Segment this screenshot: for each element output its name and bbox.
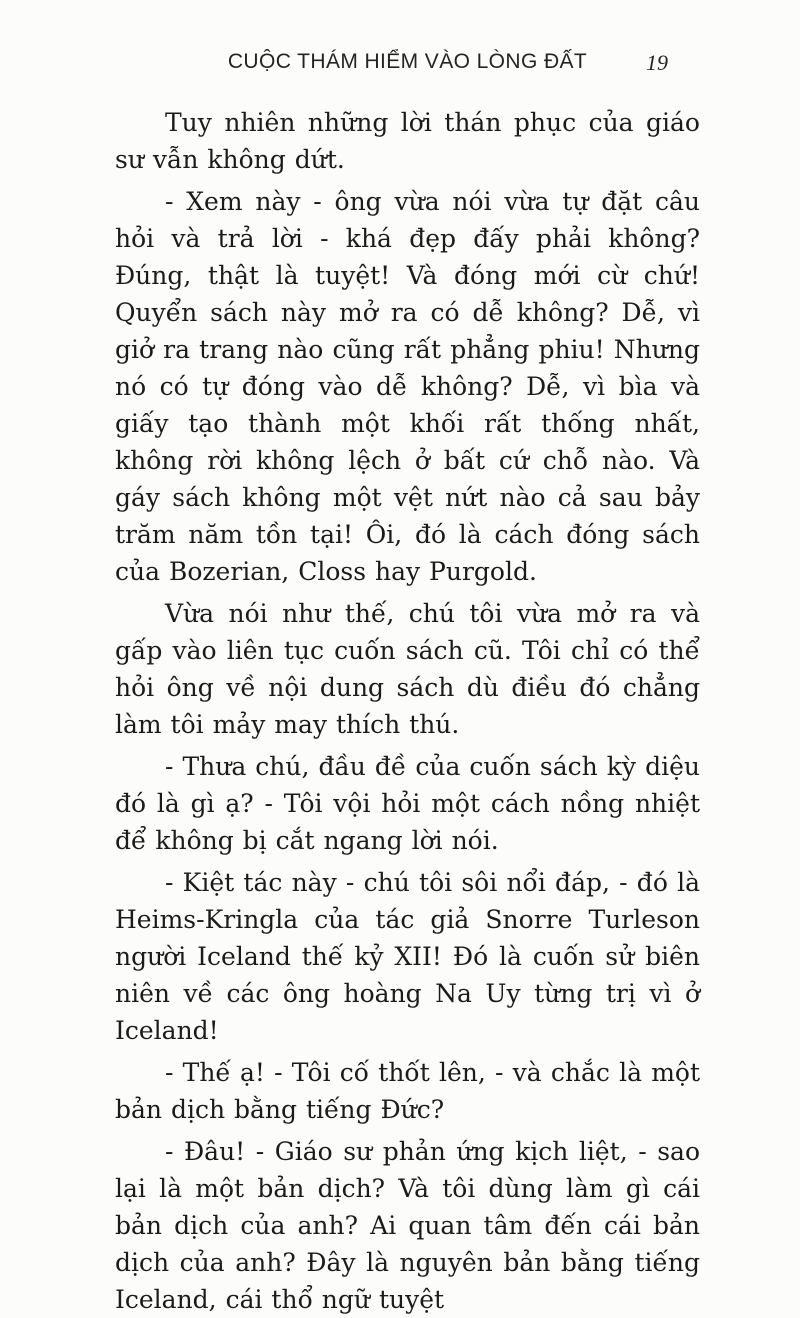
body-text (115, 104, 700, 1318)
paragraph-narration: Vừa nói như thế, chú tôi vừa mở ra và gấp vào liên tục cuốn sách cũ. Tôi chỉ có thể hỏi ông về nội dung sách dù điều đó chẳng làm tôi mảy may thích thú. (115, 599, 700, 739)
paragraph-dialogue-professor: - Kiệt tác này - chú tôi sôi nổi đáp, - đó là Heims-Kringla của tác giả Snorre Turleson người Iceland thế kỷ XII! Đó là cuốn sử biên niên về các ông hoàng Na Uy từng trị vì ở Iceland! (115, 868, 700, 1045)
paragraph-narration: Tuy nhiên những lời thán phục của giáo sư vẫn không dứt. (115, 108, 700, 174)
page-number: 19 (646, 50, 668, 75)
page-header (115, 50, 700, 80)
paragraph-dialogue-narrator: - Thưa chú, đầu đề của cuốn sách kỳ diệu đó là gì ạ? - Tôi vội hỏi một cách nồng nhiệt để không bị cắt ngang lời nói. (115, 752, 700, 855)
paragraph-dialogue-narrator: - Thế ạ! - Tôi cố thốt lên, - và chắc là một bản dịch bằng tiếng Đức? (115, 1058, 700, 1124)
paragraph-dialogue-professor: - Đâu! - Giáo sư phản ứng kịch liệt, - sao lại là một bản dịch? Và tôi dùng làm gì cái bản dịch của anh? Ai quan tâm đến cái bản dịch của anh? Đây là nguyên bản bằng tiếng Iceland, cái thổ ngữ tuyệt (115, 1137, 700, 1314)
paragraph-dialogue-professor: - Xem này - ông vừa nói vừa tự đặt câu hỏi và trả lời - khá đẹp đấy phải không? Đúng, thật là tuyệt! Và đóng mới cừ chứ! Quyển sách này mở ra có dễ không? Dễ, vì giở ra trang nào cũng rất phẳng phiu! Nhưng nó có tự đóng vào dễ không? Dễ, vì bìa và giấy tạo thành một khối rất thống nhất, không rời không lệch ở bất cứ chỗ nào. Và gáy sách không một vệt nứt nào cả sau bảy trăm năm tồn tại! Ôi, đó là cách đóng sách của Bozerian, Closs hay Purgold. (115, 187, 700, 586)
running-title: CUỘC THÁM HIỂM VÀO LÒNG ĐẤT (227, 50, 588, 73)
